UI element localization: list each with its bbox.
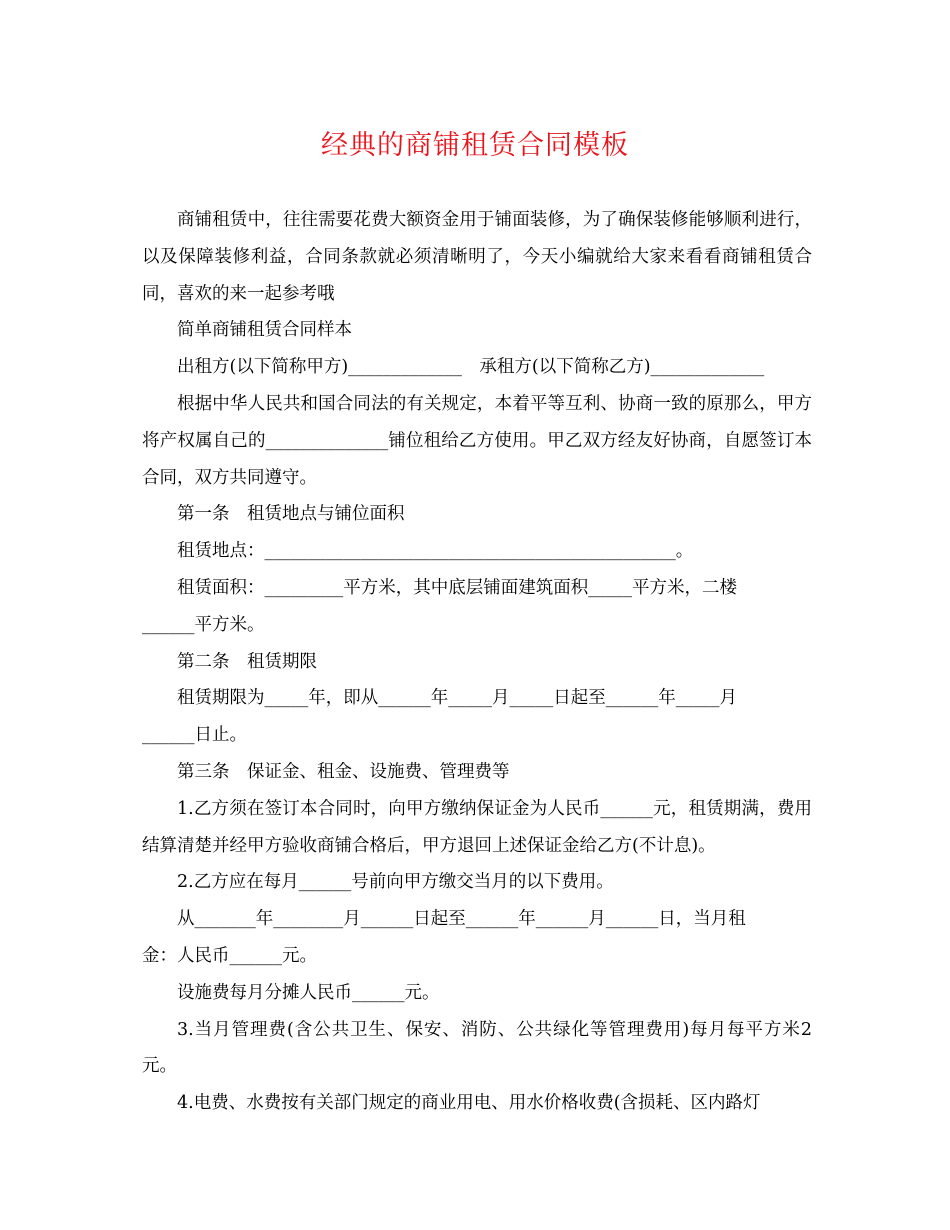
- lease-area-line: 租赁面积：_________平方米，其中底层铺面建筑面积_____平方米，二楼: [177, 577, 737, 598]
- article-1-heading: 第一条 租赁地点与铺位面积: [177, 504, 405, 525]
- page-title: 经典的商铺租赁合同模板: [321, 130, 629, 161]
- document-body: [142, 202, 812, 1122]
- rent-period-line: 从_______年________月______日起至______年______月______日，当月租: [177, 909, 746, 930]
- lease-term-line-cont: ______日止。: [142, 725, 247, 746]
- monthly-fee-clause: 2.乙方应在每月______号前向甲方缴交当月的以下费用。: [177, 872, 614, 893]
- facility-fee-line: 设施费每月分摊人民币______元。: [177, 982, 440, 1003]
- preamble-paragraph: 根据中华人民共和国合同法的有关规定，本着平等互利、协商一致的原那么，甲方将产权属自己的______________铺位租给乙方使用。甲乙双方经友好协商，自愿签订本合同，双方共同遵守。: [142, 393, 812, 488]
- deposit-clause: 1.乙方须在签订本合同时，向甲方缴纳保证金为人民币______元，租赁期满，费用结算清楚并经甲方验收商铺合格后，甲方退回上述保证金给乙方(不计息)。: [142, 798, 812, 856]
- lease-location-line: 租赁地点：_______________________________________________。: [177, 541, 694, 562]
- rent-amount-line: 金：人民币______元。: [142, 945, 317, 966]
- article-3-heading: 第三条 保证金、租金、设施费、管理费等: [177, 761, 510, 782]
- lease-area-line-cont: ______平方米。: [142, 614, 265, 635]
- utility-fee-clause: 4.电费、水费按有关部门规定的商业用电、用水价格收费(含损耗、区内路灯: [177, 1093, 761, 1114]
- article-2-heading: 第二条 租赁期限: [177, 651, 317, 672]
- intro-paragraph: 商铺租赁中，往往需要花费大额资金用于铺面装修，为了确保装修能够顺利进行，以及保障装修利益，合同条款就必须清晰明了，今天小编就给大家来看看商铺租赁合同，喜欢的来一起参考哦: [142, 210, 812, 304]
- sample-heading: 简单商铺租赁合同样本: [177, 320, 352, 341]
- management-fee-clause: 3.当月管理费(含公共卫生、保安、消防、公共绿化等管理费用)每月每平方米2元。: [142, 1019, 812, 1077]
- lease-term-line: 租赁期限为_____年，即从______年_____月_____日起至______年_____月: [177, 688, 737, 709]
- parties-line: 出租方(以下简称甲方)_____________ 承租方(以下简称乙方)_____________: [177, 357, 765, 378]
